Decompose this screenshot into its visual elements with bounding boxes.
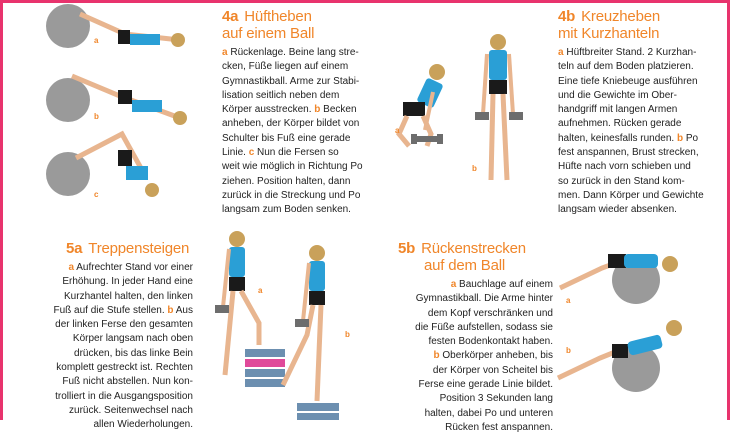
photo-label-4a-a: a [94, 36, 99, 45]
body-line [398, 407, 553, 421]
body-text: Position 3 Sekunden lang [439, 393, 553, 405]
step-label: a [558, 47, 564, 58]
body-text: Nun die Fersen so [254, 147, 339, 159]
body-text: Körper langsam nach oben [72, 333, 193, 345]
body-line [222, 175, 372, 189]
body-line [222, 89, 372, 103]
body-text: fest anspannen, Brust strecken, [558, 147, 699, 159]
body-line [398, 321, 553, 335]
body-text: langsam zum Boden senken. [222, 204, 351, 216]
body-line [558, 103, 720, 117]
photo-label-5b-a: a [566, 296, 571, 305]
section-4a-number: 4a [222, 8, 239, 25]
body-line [38, 375, 193, 389]
body-text: drücken, bis das linke Bein [74, 347, 193, 359]
body-text: Körper ausstrecken. [222, 104, 315, 116]
photo-label-4a-b: b [94, 112, 99, 121]
body-text: allen Wiederholungen. [93, 419, 193, 431]
body-text: der linken Ferse den gesamten [55, 319, 193, 331]
body-text: ziehen. Position halten, dann [222, 175, 351, 187]
body-text: Ferse eine gerade Linie bildet. [418, 379, 553, 391]
exercise-4a-pose-b [46, 76, 187, 125]
body-line [558, 146, 720, 160]
photo-label-5b-b: b [566, 346, 571, 355]
body-text: Hüftbreiter Stand. 2 Kurzhan- [563, 47, 697, 58]
body-line [398, 364, 553, 378]
body-text: Eine tiefe Kniebeuge ausführen [558, 75, 698, 87]
body-line [558, 175, 720, 189]
body-line [38, 261, 193, 275]
step-label: a [222, 47, 228, 58]
exercise-5b-pose-a [560, 254, 678, 304]
step-label: c [248, 147, 255, 159]
photo-label-4a-c: c [94, 190, 99, 199]
body-text: die Füße aufstellen, sodass sie [415, 321, 553, 333]
body-line [558, 160, 720, 174]
body-text: Rücken fest anspannen. [445, 421, 553, 433]
body-text: cken, Füße liegen auf einem [222, 61, 349, 73]
body-line [38, 418, 193, 432]
body-text: zurück in die Streckung und Po [222, 189, 361, 201]
exercise-5b-pose-b [558, 320, 682, 392]
body-line [398, 278, 553, 292]
body-line [38, 390, 193, 404]
body-text: zurück. Seitenwechsel nach [69, 404, 193, 416]
body-line [558, 189, 720, 203]
body-line [558, 60, 720, 74]
body-line [38, 275, 193, 289]
body-line [222, 46, 372, 60]
body-text: Gymnastikball. Die Arme hinter [415, 293, 553, 305]
photo-label-5a-a: a [258, 286, 263, 295]
body-text: handgriff mit langen Armen [558, 104, 678, 116]
section-4b-number: 4b [558, 8, 576, 25]
body-text: Aus [173, 304, 193, 316]
section-5b-body [398, 278, 553, 435]
step-label: b [314, 104, 321, 116]
body-line [398, 292, 553, 306]
body-line [38, 361, 193, 375]
body-text: Linie. [222, 147, 249, 159]
photo-label-5a-b: b [345, 330, 350, 339]
body-line [222, 103, 372, 117]
section-5b [398, 240, 553, 435]
body-line [38, 290, 193, 304]
exercise-4a-illustration [30, 0, 200, 210]
body-line [38, 318, 193, 332]
photo-label-4b-b: b [472, 164, 477, 173]
body-text: weit wie möglich in Richtung Po [222, 161, 363, 173]
body-line [38, 347, 193, 361]
body-text: Po [683, 132, 699, 144]
section-4a-body [222, 46, 372, 218]
body-line [222, 117, 372, 131]
step-label: b [433, 350, 440, 362]
step-label: b [167, 304, 174, 316]
body-line [38, 304, 193, 318]
body-text: men. Dann Körper und Gewichte [558, 189, 704, 201]
photo-label-4b-a: a [395, 126, 400, 135]
body-text: Becken [320, 104, 357, 116]
body-text: Fuß auf die Stufe stellen. [53, 304, 168, 316]
body-line [558, 117, 720, 131]
exercise-5a-pose-b [283, 245, 325, 401]
section-5b-title: 5b Rückenstrecken auf dem Ball [398, 240, 526, 274]
body-text: Fuß nicht abstellen. Nun kon- [62, 376, 193, 388]
body-line [398, 349, 553, 363]
body-text: halten, dabei Po und unteren [424, 407, 553, 419]
body-text: anheben, der Körper bildet von [222, 118, 360, 130]
section-5a [38, 240, 193, 433]
body-text: Oberkörper anheben, bis [439, 350, 553, 362]
exercise-4b-pose-b [475, 34, 523, 180]
body-text: langsam wieder absenken. [558, 204, 677, 216]
body-line [398, 335, 553, 349]
body-line [222, 146, 372, 160]
body-line [222, 160, 372, 174]
body-text: teln auf dem Boden platzieren. [558, 61, 694, 73]
section-4b-title: 4b Kreuzheben mit Kurzhanteln [558, 8, 661, 42]
body-text: so zurück in den Stand kom- [558, 175, 685, 187]
body-text: dem Kopf verschränken und [427, 307, 553, 319]
body-text: Bauchlage auf einem [456, 279, 553, 290]
body-text: lisation seitlich neben dem [222, 89, 340, 101]
body-line [558, 46, 720, 60]
exercise-5a-step-b [297, 403, 339, 420]
body-line [558, 75, 720, 89]
body-text: trolliert in die Ausgangsposition [55, 390, 193, 402]
body-line [398, 307, 553, 321]
body-line [38, 332, 193, 346]
exercise-5a-illustration [205, 225, 355, 420]
body-text: festen Bodenkontakt haben. [428, 336, 553, 348]
body-line [222, 132, 372, 146]
body-text: aufnehmen. Rücken gerade [558, 118, 682, 130]
exercise-4b-illustration [395, 30, 540, 195]
body-line [398, 378, 553, 392]
section-5a-title: 5a Treppensteigen [66, 240, 190, 257]
body-line [222, 75, 372, 89]
body-text: Gymnastikball. Arme zur Stabi- [222, 75, 360, 87]
exercise-5a-step-a [245, 349, 285, 387]
body-line [558, 89, 720, 103]
exercise-4a-pose-a [46, 4, 185, 48]
section-4a [222, 8, 372, 218]
body-text: halten, keinesfalls runden. [558, 132, 677, 144]
exercise-4a-pose-c [46, 134, 159, 197]
section-5a-number: 5a [66, 240, 83, 257]
body-text: Aufrechter Stand vor einer [74, 262, 193, 273]
body-text: Hüfte nach vorn schieben und [558, 161, 691, 173]
body-line [558, 203, 720, 217]
section-5b-number: 5b [398, 240, 416, 257]
section-4a-title: 4a Hüftheben auf einem Ball [222, 8, 315, 42]
exercise-4b-pose-a [399, 64, 445, 146]
body-text: komplett gestreckt ist. Rechten [56, 362, 193, 374]
body-text: Erhöhung. In jeder Hand eine [62, 276, 193, 288]
section-4b [558, 8, 720, 218]
body-text: der Körper von Scheitel bis [432, 364, 553, 376]
body-line [558, 132, 720, 146]
body-text: Rückenlage. Beine lang stre- [227, 47, 359, 58]
body-text: Schulter bis Fuß eine gerade [222, 132, 351, 144]
exercise-5b-illustration [550, 240, 720, 415]
body-line [222, 60, 372, 74]
section-5a-body [38, 261, 193, 433]
body-text: Kurzhantel halten, den linken [64, 290, 193, 302]
body-line [398, 392, 553, 406]
body-line [222, 189, 372, 203]
body-line [398, 421, 553, 435]
step-label: a [450, 279, 457, 290]
body-line [38, 404, 193, 418]
body-line [222, 203, 372, 217]
step-label: b [676, 132, 684, 144]
step-label: a [68, 262, 75, 273]
section-4b-body [558, 46, 720, 218]
body-text: und die Gewichte im Ober- [558, 89, 677, 101]
